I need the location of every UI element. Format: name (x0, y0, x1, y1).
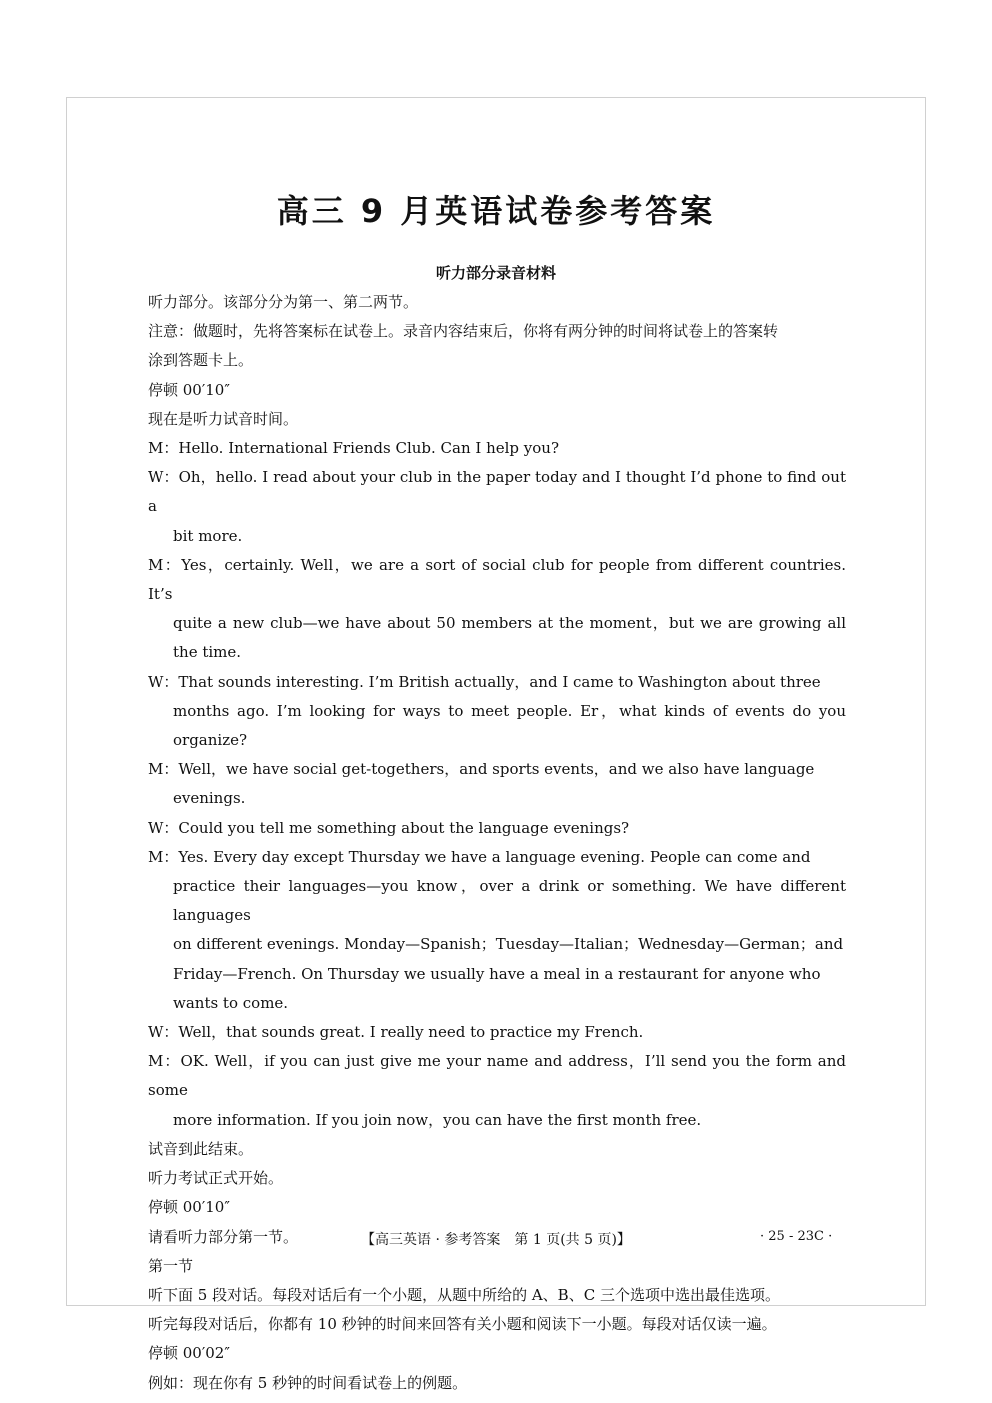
dialogue-turn (148, 668, 846, 756)
dialogue-continuation: on different evenings. Monday—Spanish；Tuesday—Italian；Wednesday—German；and (173, 935, 844, 954)
dialogue-continuation: wants to come. (173, 993, 289, 1012)
dialogue-turn (148, 1018, 846, 1047)
dialogue-turn (148, 755, 846, 813)
intro-line: 听力部分。该部分分为第一、第二两节。 (148, 293, 419, 311)
dialogue-line: M：Well，we have social get-togethers，and sports events，and we also have language (148, 760, 815, 779)
dialogue-turn (148, 843, 846, 1018)
dialogue-line: M：Yes，certainly. Well，we are a sort of social club for people from different countries. It’s (148, 555, 846, 604)
dialogue-line: M：OK. Well，if you can just give me your name and address，I’ll send you the form and some (148, 1052, 846, 1100)
dialogue-turn (148, 434, 846, 463)
footer-code: · 25 - 23C · (760, 1229, 833, 1244)
pause-marker: 停顿 00′10″ (148, 380, 230, 399)
dialogue-turn (148, 551, 846, 668)
dialogue-line: W：Could you tell me something about the language evenings? (148, 818, 630, 837)
intro-line: 注意：做题时，先将答案标在试卷上。录音内容结束后，你将有两分钟的时间将试卷上的答案转 (148, 322, 779, 341)
intro-line: 涂到答题卡上。 (148, 351, 254, 370)
page-footer: 【高三英语 · 参考答案 第 1 页(共 5 页)】 (361, 1232, 631, 1248)
pause-marker: 停顿 00′02″ (148, 1344, 230, 1363)
instruction-line: 听下面 5 段对话。每段对话后有一个小题，从题中所给的 A、B、C 三个选项中选出最佳选项。 (148, 1285, 780, 1304)
dialogue-turn (148, 1047, 846, 1135)
outro-line: 试音到此结束。 (148, 1139, 254, 1158)
dialogue-line: M：Yes. Every day except Thursday we have a language evening. People can come and (148, 847, 811, 866)
dialogue-continuation: more information. If you join now，you can have the first month free. (173, 1110, 702, 1129)
section-heading: 第一节 (148, 1256, 194, 1275)
section-subtitle: 听力部分录音材料 (435, 264, 556, 282)
dialogue-line: W：Well，that sounds great. I really need to practice my French. (148, 1023, 644, 1042)
dialogue (148, 434, 846, 1135)
dialogue-line: W：That sounds interesting. I’m British actually，and I came to Washington about three (148, 672, 821, 691)
dialogue-continuation: quite a new club—we have about 50 members at the moment，but we are growing all the time. (173, 614, 846, 662)
dialogue-continuation: months ago. I’m looking for ways to meet people. Er，what kinds of events do you organize? (173, 701, 846, 750)
dialogue-continuation: bit more. (173, 526, 243, 545)
intro-line: 现在是听力试音时间。 (148, 409, 299, 428)
dialogue-continuation: practice their languages—you know，over a drink or something. We have different languages (173, 877, 846, 925)
dialogue-continuation: evenings. (173, 789, 246, 808)
dialogue-turn (148, 463, 846, 551)
outro-line: 听力考试正式开始。 (148, 1169, 284, 1188)
outro-line: 请看听力部分第一节。 (148, 1227, 299, 1246)
dialogue-line: M：Hello. International Friends Club. Can I help you? (148, 439, 560, 458)
dialogue-continuation: Friday—French. On Thursday we usually have a meal in a restaurant for anyone who (173, 964, 821, 983)
dialogue-turn (148, 814, 846, 843)
instruction-line: 例如：现在你有 5 秒钟的时间看试卷上的例题。 (148, 1373, 468, 1392)
page-title: 高三 9 月英语试卷参考答案 (276, 192, 716, 230)
pause-marker: 停顿 00′10″ (148, 1198, 230, 1217)
dialogue-line: W：Oh，hello. I read about your club in the paper today and I thought I’d phone to find out a (148, 468, 846, 516)
instruction-line: 听完每段对话后，你都有 10 秒钟的时间来回答有关小题和阅读下一小题。每段对话仅读一遍。 (148, 1315, 777, 1334)
